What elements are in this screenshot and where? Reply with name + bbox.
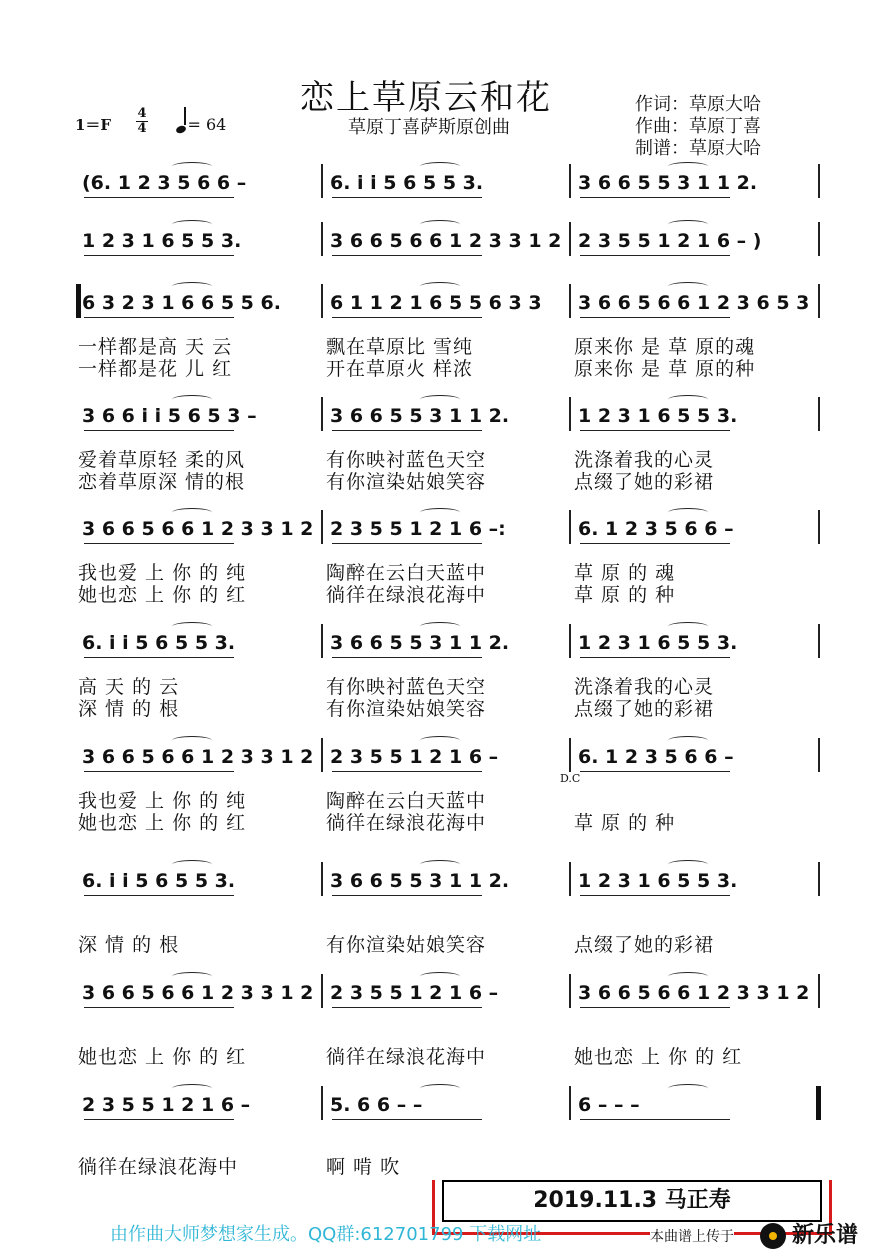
measure-notes: 6 1 1 2 1 6 5 5 6 3 3 xyxy=(330,292,542,314)
measure-notes: 2 3 5 5 1 2 1 6 – ) xyxy=(578,230,762,252)
bar-line xyxy=(818,164,820,198)
site-logo xyxy=(760,1218,858,1249)
slur-arc xyxy=(420,282,460,291)
lyric-text: 徜徉在绿浪花海中 xyxy=(78,1156,239,1178)
beam-line xyxy=(84,255,234,256)
beam-line xyxy=(332,771,482,772)
lyric-text: 有你渲染姑娘笑容 xyxy=(326,698,487,720)
bar-line xyxy=(818,738,820,772)
beam-line xyxy=(84,657,234,658)
slur-arc xyxy=(668,860,708,869)
bar-line xyxy=(569,862,571,896)
bar-line xyxy=(569,397,571,431)
measure-notes: 6. i i 5 6 5 5 3. xyxy=(82,632,236,654)
beam-line xyxy=(580,1119,730,1120)
bar-line xyxy=(818,284,820,318)
beam-line xyxy=(580,771,730,772)
bar-line xyxy=(569,974,571,1008)
bar-line xyxy=(321,284,323,318)
beam-line xyxy=(84,895,234,896)
slur-arc xyxy=(420,508,460,517)
date-stamp: 2019.11.3 马正寿 xyxy=(442,1180,822,1222)
slur-arc xyxy=(668,508,708,517)
measure-notes: 2 3 5 5 1 2 1 6 – xyxy=(330,746,499,768)
page-title: 恋上草原云和花 xyxy=(300,78,552,118)
bar-line xyxy=(818,974,820,1008)
bar-line xyxy=(569,284,571,318)
measure-notes: 6 3 2 3 1 6 6 5 5 6. xyxy=(82,292,281,314)
beam-line xyxy=(580,255,730,256)
composer-credit: 作曲：草原丁喜 xyxy=(635,116,761,137)
bar-line xyxy=(569,510,571,544)
slur-arc xyxy=(420,395,460,404)
measure-notes: 6. i i 5 6 5 5 3. xyxy=(330,172,484,194)
measure-notes: 1 2 3 1 6 5 5 3. xyxy=(82,230,242,252)
lyric-text: 徜徉在绿浪花海中 xyxy=(326,1046,487,1068)
final-bar xyxy=(816,1086,821,1120)
lyric-text: 她也恋 上 你 的 红 xyxy=(78,584,247,606)
measure-notes: 3 6 6 5 6 6 1 2 3 3 1 2 xyxy=(82,746,314,768)
slur-arc xyxy=(420,736,460,745)
time-bottom: 4 xyxy=(137,121,147,136)
tempo-marking xyxy=(176,112,226,134)
lyric-text: 草 原 的 种 xyxy=(574,812,676,834)
bar-line xyxy=(569,1086,571,1120)
lyric-text: 徜徉在绿浪花海中 xyxy=(326,584,487,606)
bar-line xyxy=(818,862,820,896)
lyric-text: 爱着草原轻 柔的风 xyxy=(78,449,246,471)
measure-notes: 3 6 6 i i 5 6 5 3 – xyxy=(82,405,257,427)
slur-arc xyxy=(668,395,708,404)
lyric-text: 徜徉在绿浪花海中 xyxy=(326,812,487,834)
slur-arc xyxy=(172,220,212,229)
bar-line xyxy=(321,1086,323,1120)
slur-arc xyxy=(420,622,460,631)
measure-notes: 6. 1 2 3 5 6 6 – xyxy=(578,746,734,768)
logo-text: 新乐谱 xyxy=(792,1223,859,1248)
lyric-text: 原来你 是 草 原的魂 xyxy=(574,336,756,358)
beam-line xyxy=(332,1119,482,1120)
beam-line xyxy=(580,317,730,318)
slur-arc xyxy=(172,972,212,981)
bar-line xyxy=(569,624,571,658)
tempo-value: = 64 xyxy=(187,115,227,134)
measure-notes: 5. 6 6 – – xyxy=(330,1094,423,1116)
beam-line xyxy=(580,657,730,658)
lyric-text: 我也爱 上 你 的 纯 xyxy=(78,790,247,812)
measure-notes: 3 6 6 5 5 3 1 1 2. xyxy=(330,405,510,427)
slur-arc xyxy=(668,972,708,981)
lyric-text: 点缀了她的彩裙 xyxy=(574,698,715,720)
lyric-text: 高 天 的 云 xyxy=(78,676,180,698)
beam-line xyxy=(580,543,730,544)
slur-arc xyxy=(172,395,212,404)
beam-line xyxy=(84,771,234,772)
measure-notes: 6 – – – xyxy=(578,1094,640,1116)
beam-line xyxy=(332,255,482,256)
beam-line xyxy=(332,197,482,198)
bar-line xyxy=(321,624,323,658)
subtitle: 草原丁喜萨斯原创曲 xyxy=(348,117,510,138)
bar-line xyxy=(818,624,820,658)
measure-notes: 1 2 3 1 6 5 5 3. xyxy=(578,870,738,892)
bar-line xyxy=(569,738,571,772)
measure-notes: 2 3 5 5 1 2 1 6 – xyxy=(330,982,499,1004)
beam-line xyxy=(84,430,234,431)
slur-arc xyxy=(420,162,460,171)
lyric-text: 开在草原火 样浓 xyxy=(326,358,474,380)
lyric-text: 飘在草原比 雪纯 xyxy=(326,336,474,358)
beam-line xyxy=(84,197,234,198)
slur-arc xyxy=(668,282,708,291)
lyric-text: 有你渲染姑娘笑容 xyxy=(326,471,487,493)
upload-text: 本曲谱上传于 xyxy=(650,1226,734,1246)
beam-line xyxy=(332,430,482,431)
lyric-text: 洗涤着我的心灵 xyxy=(574,449,715,471)
beam-line xyxy=(84,1007,234,1008)
beam-line xyxy=(332,657,482,658)
lyric-text: 她也恋 上 你 的 红 xyxy=(78,1046,247,1068)
lyric-text: 有你映衬蓝色天空 xyxy=(326,449,487,471)
beam-line xyxy=(332,895,482,896)
beam-line xyxy=(84,317,234,318)
measure-notes: 2 3 5 5 1 2 1 6 –: xyxy=(330,518,506,540)
measure-notes: 3 6 6 5 6 6 1 2 3 3 1 2 xyxy=(330,230,562,252)
repeat-start-bar xyxy=(76,284,81,318)
measure-notes: 1 2 3 1 6 5 5 3. xyxy=(578,632,738,654)
beam-line xyxy=(332,543,482,544)
measure-notes: 3 6 6 5 5 3 1 1 2. xyxy=(330,870,510,892)
time-signature xyxy=(136,107,148,136)
slur-arc xyxy=(420,860,460,869)
lyric-text: 草 原 的 种 xyxy=(574,584,676,606)
bar-line xyxy=(321,510,323,544)
quarter-note-icon xyxy=(175,125,187,135)
slur-arc xyxy=(172,736,212,745)
slur-arc xyxy=(172,282,212,291)
slur-arc xyxy=(420,220,460,229)
bar-line xyxy=(321,738,323,772)
slur-arc xyxy=(420,1084,460,1093)
measure-notes: 6. i i 5 6 5 5 3. xyxy=(82,870,236,892)
slur-arc xyxy=(172,860,212,869)
bar-line xyxy=(321,862,323,896)
lyric-text: 深 情 的 根 xyxy=(78,698,180,720)
beam-line xyxy=(580,1007,730,1008)
lyric-text: 点缀了她的彩裙 xyxy=(574,934,715,956)
slur-arc xyxy=(172,1084,212,1093)
bar-line xyxy=(569,222,571,256)
key-signature: 1＝F xyxy=(75,116,112,134)
measure-notes: (6. 1 2 3 5 6 6 – xyxy=(82,172,247,194)
bar-line xyxy=(321,222,323,256)
slur-arc xyxy=(668,220,708,229)
slur-arc xyxy=(172,162,212,171)
measure-notes: 3 6 6 5 6 6 1 2 3 3 1 2 xyxy=(82,982,314,1004)
measure-notes: 6. 1 2 3 5 6 6 – xyxy=(578,518,734,540)
slur-arc xyxy=(668,1084,708,1093)
lyric-text: 一样都是高 天 云 xyxy=(78,336,233,358)
bar-line xyxy=(818,510,820,544)
record-icon xyxy=(760,1223,786,1249)
lyric-text: 陶醉在云白天蓝中 xyxy=(326,790,487,812)
bar-line xyxy=(569,164,571,198)
lyric-text: 洗涤着我的心灵 xyxy=(574,676,715,698)
footer-text: 由作曲大师梦想家生成。QQ群:612701799 下载网址 xyxy=(110,1224,542,1245)
slur-arc xyxy=(172,508,212,517)
dc-mark: D.C xyxy=(560,772,581,785)
lyric-text: 她也恋 上 你 的 红 xyxy=(78,812,247,834)
measure-notes: 3 6 6 5 6 6 1 2 3 3 1 2 xyxy=(82,518,314,540)
bar-line xyxy=(321,974,323,1008)
slur-arc xyxy=(420,972,460,981)
time-top: 4 xyxy=(137,106,147,121)
bar-line xyxy=(321,164,323,198)
beam-line xyxy=(580,197,730,198)
beam-line xyxy=(580,430,730,431)
bar-line xyxy=(321,397,323,431)
lyric-text: 原来你 是 草 原的种 xyxy=(574,358,756,380)
beam-line xyxy=(84,1119,234,1120)
lyric-text: 啊 啃 吹 xyxy=(326,1156,401,1178)
bar-line xyxy=(818,397,820,431)
bar-line xyxy=(818,222,820,256)
transcriber-credit: 制谱：草原大哈 xyxy=(635,138,761,159)
lyric-text: 她也恋 上 你 的 红 xyxy=(574,1046,743,1068)
lyric-text: 一样都是花 儿 红 xyxy=(78,358,233,380)
measure-notes: 3 6 6 5 6 6 1 2 3 3 1 2 xyxy=(578,982,810,1004)
measure-notes: 3 6 6 5 5 3 1 1 2. xyxy=(578,172,758,194)
lyricist-credit: 作词：草原大哈 xyxy=(635,94,761,115)
lyric-text: 恋着草原深 情的根 xyxy=(78,471,246,493)
measure-notes: 2 3 5 5 1 2 1 6 – xyxy=(82,1094,251,1116)
slur-arc xyxy=(668,622,708,631)
lyric-text: 草 原 的 魂 xyxy=(574,562,676,584)
lyric-text: 有你渲染姑娘笑容 xyxy=(326,934,487,956)
beam-line xyxy=(332,1007,482,1008)
lyric-text: 有你映衬蓝色天空 xyxy=(326,676,487,698)
slur-arc xyxy=(668,162,708,171)
slur-arc xyxy=(668,736,708,745)
slur-arc xyxy=(172,622,212,631)
measure-notes: 3 6 6 5 5 3 1 1 2. xyxy=(330,632,510,654)
lyric-text: 陶醉在云白天蓝中 xyxy=(326,562,487,584)
beam-line xyxy=(580,895,730,896)
measure-notes: 1 2 3 1 6 5 5 3. xyxy=(578,405,738,427)
lyric-text: 我也爱 上 你 的 纯 xyxy=(78,562,247,584)
beam-line xyxy=(84,543,234,544)
beam-line xyxy=(332,317,482,318)
measure-notes: 3 6 6 5 6 6 1 2 3 6 5 3 xyxy=(578,292,810,314)
lyric-text: 深 情 的 根 xyxy=(78,934,180,956)
lyric-text: 点缀了她的彩裙 xyxy=(574,471,715,493)
